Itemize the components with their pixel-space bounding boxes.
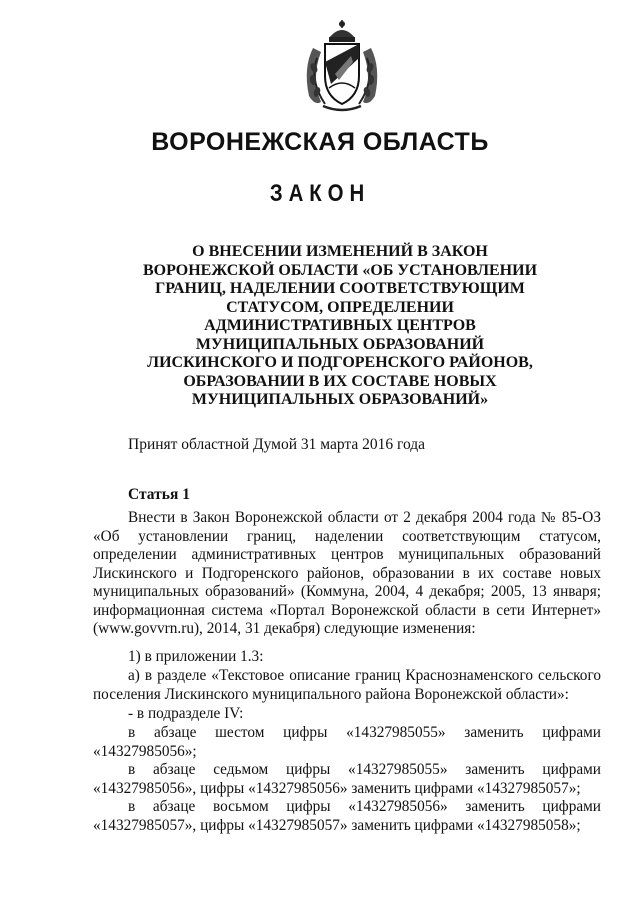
law-title-line: ЛИСКИНСКОГО И ПОДГОРЕНСКОГО РАЙОНОВ,: [147, 354, 533, 371]
article-paragraph: 1) в приложении 1.3:: [128, 648, 264, 665]
article-paragraph: в абзаце восьмом цифры «14327985056» заменить цифрами «14327985057», цифры «14327985057» заменить цифрами «14327985058»;: [93, 798, 601, 834]
region-heading: ВОРОНЕЖСКАЯ ОБЛАСТЬ: [151, 128, 489, 156]
document-type-heading: ЗАКОН: [269, 180, 371, 207]
law-title-line: АДМИНИСТРАТИВНЫХ ЦЕНТРОВ: [204, 317, 476, 334]
adoption-date: Принят областной Думой 31 марта 2016 года: [128, 436, 426, 453]
law-title-line: ОБРАЗОВАНИИ В ИХ СОСТАВЕ НОВЫХ: [183, 372, 497, 390]
coat-of-arms-icon: [299, 18, 385, 114]
article-paragraph: а) в разделе «Текстовое описание границ Краснознаменского сельского поселения Лискинского муниципального района Воронежской области»:: [93, 667, 601, 703]
law-title-line: ВОРОНЕЖСКОЙ ОБЛАСТИ «ОБ УСТАНОВЛЕНИИ: [142, 261, 538, 279]
law-title-line: ГРАНИЦ, НАДЕЛЕНИИ СООТВЕТСТВУЮЩИМ: [155, 280, 525, 297]
law-title-line: СТАТУСОМ, ОПРЕДЕЛЕНИИ: [226, 298, 454, 316]
article-paragraph: - в подразделе IV:: [128, 705, 244, 722]
article-paragraph: в абзаце шестом цифры «14327985055» заменить цифрами «14327985056»;: [93, 724, 601, 760]
law-title-line: МУНИЦИПАЛЬНЫХ ОБРАЗОВАНИЙ»: [191, 391, 489, 408]
article-paragraph: Внести в Закон Воронежской области от 2 декабря 2004 года № 85-ОЗ «Об установлении границ, наделении соответствующим статусом, определении административных центров муниципальных образований Лискинского и Подгоренского районов, образовании в их составе новых муниципальных образований» (Коммуна, 2004, 4 декабря; 2005, 13 января; информационная система «Портал Воронежской области в сети Интернет» (www.govvrn.ru), 2014, 31 декабря) следующие изменения:: [93, 509, 601, 637]
law-title-line: МУНИЦИПАЛЬНЫХ ОБРАЗОВАНИЙ: [195, 335, 485, 353]
law-title-line: О ВНЕСЕНИИ ИЗМЕНЕНИЙ В ЗАКОН: [192, 243, 488, 260]
law-title: [140, 243, 540, 410]
article-heading: Статья 1: [128, 486, 190, 503]
article-paragraph: в абзаце седьмом цифры «14327985055» заменить цифрами «14327985056», цифры «14327985056» заменить цифрами «14327985057»;: [93, 761, 601, 797]
